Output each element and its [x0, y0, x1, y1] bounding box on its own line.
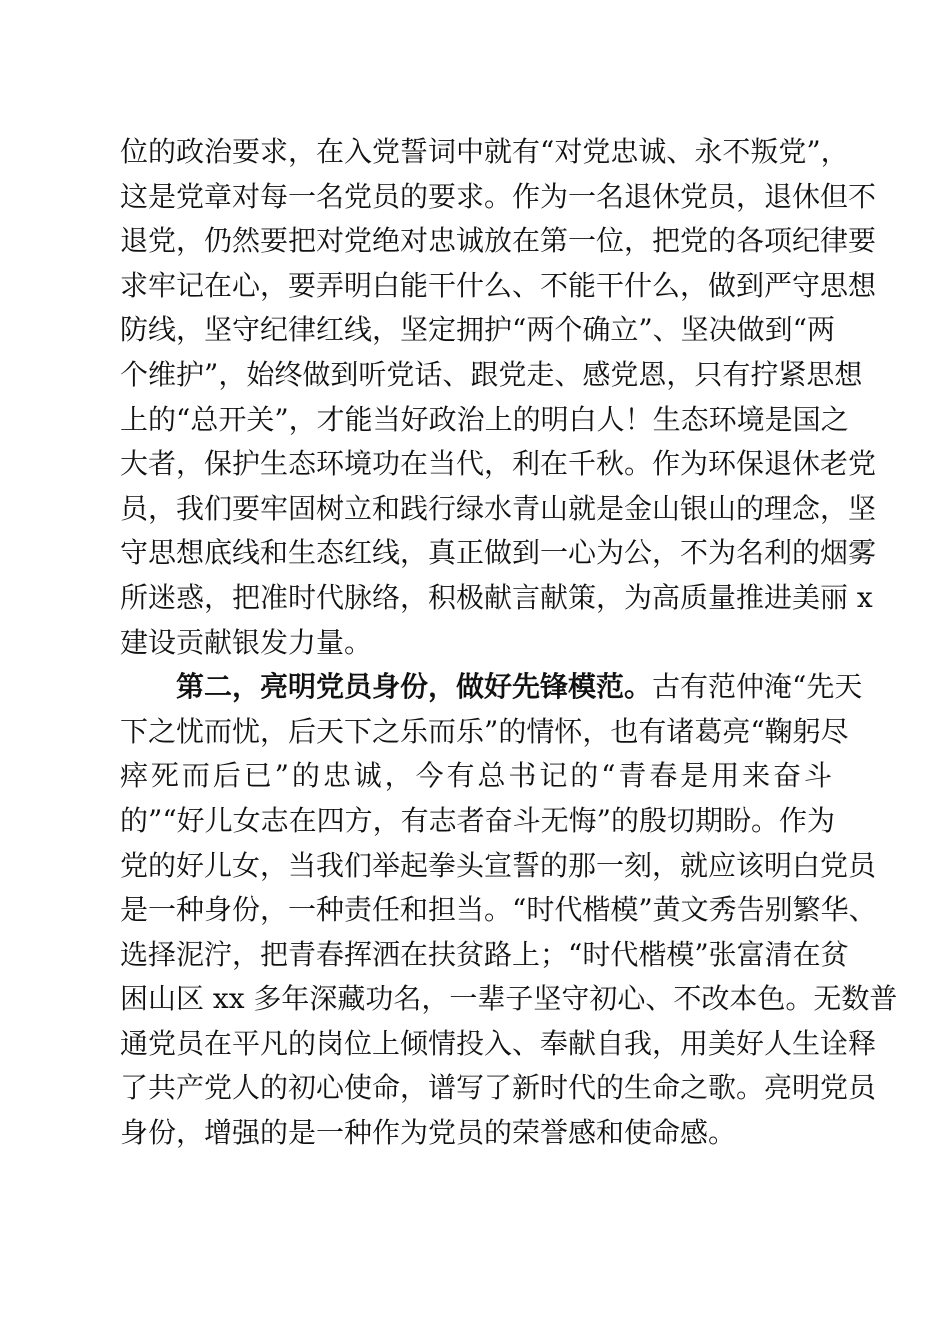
text-run: 古有范仲淹“先天 — [652, 670, 863, 704]
text-line: 上的“总开关”，才能当好政治上的明白人！生态环境是国之 — [120, 402, 849, 436]
text-line: 防线，坚守纪律红线，坚定拥护“两个确立”、坚决做到“两 — [120, 313, 835, 347]
text-line: 是一种身份，一种责任和担当。“时代楷模”黄文秀告别繁华、 — [120, 893, 877, 927]
text-line: 通党员在平凡的岗位上倾情投入、奉献自我，用美好人生诠释 — [120, 1026, 877, 1060]
text-line: 个维护”，始终做到听党话、跟党走、感党恩，只有拧紧思想 — [120, 357, 863, 391]
text-line: 建设贡献银发力量。 — [120, 625, 373, 659]
body-text — [120, 130, 898, 1156]
text-line: 选择泥泞，把青春挥洒在扶贫路上；“时代楷模”张富清在贫 — [120, 937, 849, 971]
paragraph-1 — [120, 130, 877, 665]
text-line: 党的好儿女，当我们举起拳头宣誓的那一刻，就应该明白党员 — [120, 848, 877, 882]
section-heading: 第二，亮明党员身份，做好先锋模范。 — [176, 670, 653, 704]
text-line: 守思想底线和生态红线，真正做到一心为公，不为名利的烟雾 — [120, 536, 877, 570]
text-line: 退党，仍然要把对党绝对忠诚放在第一位，把党的各项纪律要 — [120, 224, 877, 258]
text-line: 下之忧而忧，后天下之乐而乐”的情怀，也有诸葛亮“鞠躬尽 — [120, 714, 849, 748]
text-line: 这是党章对每一名党员的要求。作为一名退休党员，退休但不 — [120, 179, 877, 213]
text-line: 了共产党人的初心使命，谱写了新时代的生命之歌。亮明党员 — [120, 1071, 877, 1105]
paragraph-2-first-line — [120, 665, 863, 710]
text-line: 大者，保护生态环境功在当代，利在千秋。作为环保退休老党 — [120, 447, 877, 481]
text-line: 位的政治要求，在入党誓词中就有“对党忠诚、永不叛党”， — [120, 135, 849, 168]
text-line: 困山区 xx 多年深藏功名，一辈子坚守初心、不改本色。无数普 — [120, 982, 898, 1016]
text-line: 求牢记在心，要弄明白能干什么、不能干什么，做到严守思想 — [120, 268, 877, 302]
text-line: 身份，增强的是一种作为党员的荣誉感和使命感。 — [120, 1116, 737, 1150]
paragraph-2 — [120, 665, 898, 1156]
text-line: 的”“好儿女志在四方，有志者奋斗无悔”的殷切期盼。作为 — [120, 803, 835, 837]
text-line: 瘁死而后已”的忠诚，今有总书记的“青春是用来奋斗 — [120, 759, 832, 793]
text-line: 员，我们要牢固树立和践行绿水青山就是金山银山的理念，坚 — [120, 491, 877, 525]
text-line: 所迷惑，把准时代脉络，积极献言献策，为高质量推进美丽 x — [120, 580, 873, 614]
